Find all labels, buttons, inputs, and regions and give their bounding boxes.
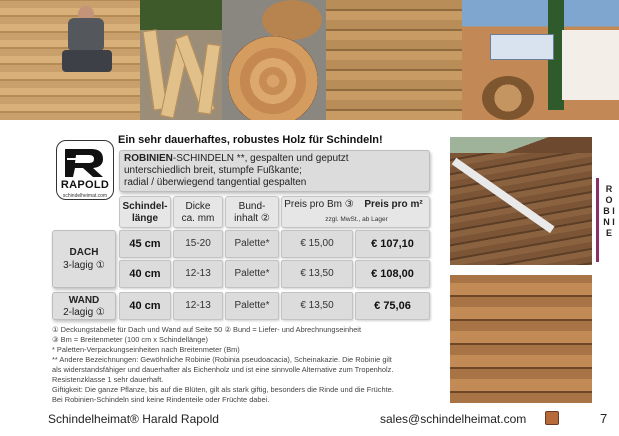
- header-prices: [281, 196, 430, 228]
- row2-price-bm: € 13,50: [281, 260, 353, 288]
- footnote-line: als widerstandsfähiger und dauerhafter als Eichenholz und ist eine sinnvolle Alternative zum Tropenholz.: [52, 365, 394, 374]
- log-round: [228, 36, 318, 120]
- photo-roofer: [0, 0, 140, 120]
- footnotes: [52, 325, 442, 405]
- shingle-logo-icon: [545, 411, 559, 425]
- photo-shingle-wall: [326, 0, 462, 120]
- logo-name: RAPOLD: [60, 179, 110, 191]
- side-tab-robinie: [596, 178, 618, 262]
- photo-roof-detail: [450, 137, 592, 265]
- footnote-line: Bei Robinien-Schindeln sind keine Rindenteile oder Früchte dabei.: [52, 395, 270, 404]
- footer-company: Schindelheimat® Harald Rapold: [48, 412, 219, 426]
- footnote-line: ① Deckungstabelle für Dach und Wand auf Seite 50 ② Bund = Liefer- und Abrechnungseinheit: [52, 325, 362, 334]
- wood-barrel: [482, 76, 534, 120]
- header-price-m2: Preis pro m²: [364, 199, 423, 210]
- page-headline: Ein sehr dauerhaftes, robustes Holz für Schindeln!: [118, 134, 383, 146]
- header-thickness: Dicke ca. mm: [173, 196, 223, 228]
- row2-thickness: 12-13: [173, 260, 223, 288]
- footer-email-link[interactable]: sales@schindelheimat.com: [380, 412, 527, 426]
- row1-thickness: 15-20: [173, 230, 223, 258]
- description-line-1: -SCHINDELN **, gespalten und geputzt: [172, 153, 349, 164]
- row1-bundle: Palette*: [225, 230, 279, 258]
- photo-shingle-stack: [140, 0, 222, 120]
- log-top: [262, 0, 322, 40]
- footnote-line: Giftigkeit: Die ganze Pflanze, bis auf die Blüten, gilt als stark giftig, besonders die Rinde und die Früchte.: [52, 385, 394, 394]
- side-tab-label: R O B I N I E: [603, 184, 615, 238]
- description-line-3: radial / überwiegend tangential gespalten: [124, 176, 307, 188]
- row3-length: 40 cm: [119, 292, 171, 320]
- row3-price-m2: € 75,06: [355, 292, 430, 320]
- row1-price-bm: € 15,00: [281, 230, 353, 258]
- row2-length: 40 cm: [119, 260, 171, 288]
- footnote-line: ③ Bm = Breitenmeter (100 cm x Schindellänge): [52, 335, 208, 344]
- photo-log-cross-section: [222, 0, 326, 120]
- row3-bundle: Palette*: [225, 292, 279, 320]
- footnote-line: * Paletten-Verpackungseinheiten nach Breitenmeter (Bm): [52, 345, 240, 354]
- photo-shingle-texture: [450, 275, 592, 403]
- house: [562, 30, 619, 100]
- row1-price-m2: € 107,10: [355, 230, 430, 258]
- product-description: [119, 150, 430, 192]
- building-sign: [490, 34, 554, 60]
- rapold-r-icon: [61, 145, 109, 179]
- footnote-line: Resistenzklasse 1 sehr dauerhaft.: [52, 375, 164, 384]
- header-photo-strip: [0, 0, 619, 120]
- row2-bundle: Palette*: [225, 260, 279, 288]
- header-length: Schindel- länge: [119, 196, 171, 228]
- row3-price-bm: € 13,50: [281, 292, 353, 320]
- worker-body: [68, 18, 104, 52]
- worker-legs: [62, 50, 112, 72]
- header-price-note: zzgl. MwSt., ab Lager: [325, 216, 388, 223]
- logo-url: schindelheimat.com: [62, 193, 108, 199]
- description-line-2: unterschiedlich breit, stumpfe Fußkante;: [124, 164, 302, 176]
- footnote-line: ** Andere Bezeichnungen: Gewöhnliche Robinie (Robinia pseudoacacia), Scheinakazie. Die Robinie gilt: [52, 355, 392, 364]
- rapold-logo: [56, 140, 114, 200]
- page-number: 7: [600, 411, 608, 426]
- group-label-dach: DACH 3-lagig ①: [52, 230, 116, 288]
- row3-thickness: 12-13: [173, 292, 223, 320]
- photo-workshop-building: [462, 0, 619, 120]
- header-price-bm: Preis pro Bm ③: [284, 199, 354, 210]
- header-bundle: Bund- inhalt ②: [225, 196, 279, 228]
- row2-price-m2: € 108,00: [355, 260, 430, 288]
- product-name: ROBINIEN: [124, 153, 173, 164]
- row1-length: 45 cm: [119, 230, 171, 258]
- group-label-wand: WAND 2-lagig ①: [52, 292, 116, 320]
- page-footer: [0, 406, 619, 436]
